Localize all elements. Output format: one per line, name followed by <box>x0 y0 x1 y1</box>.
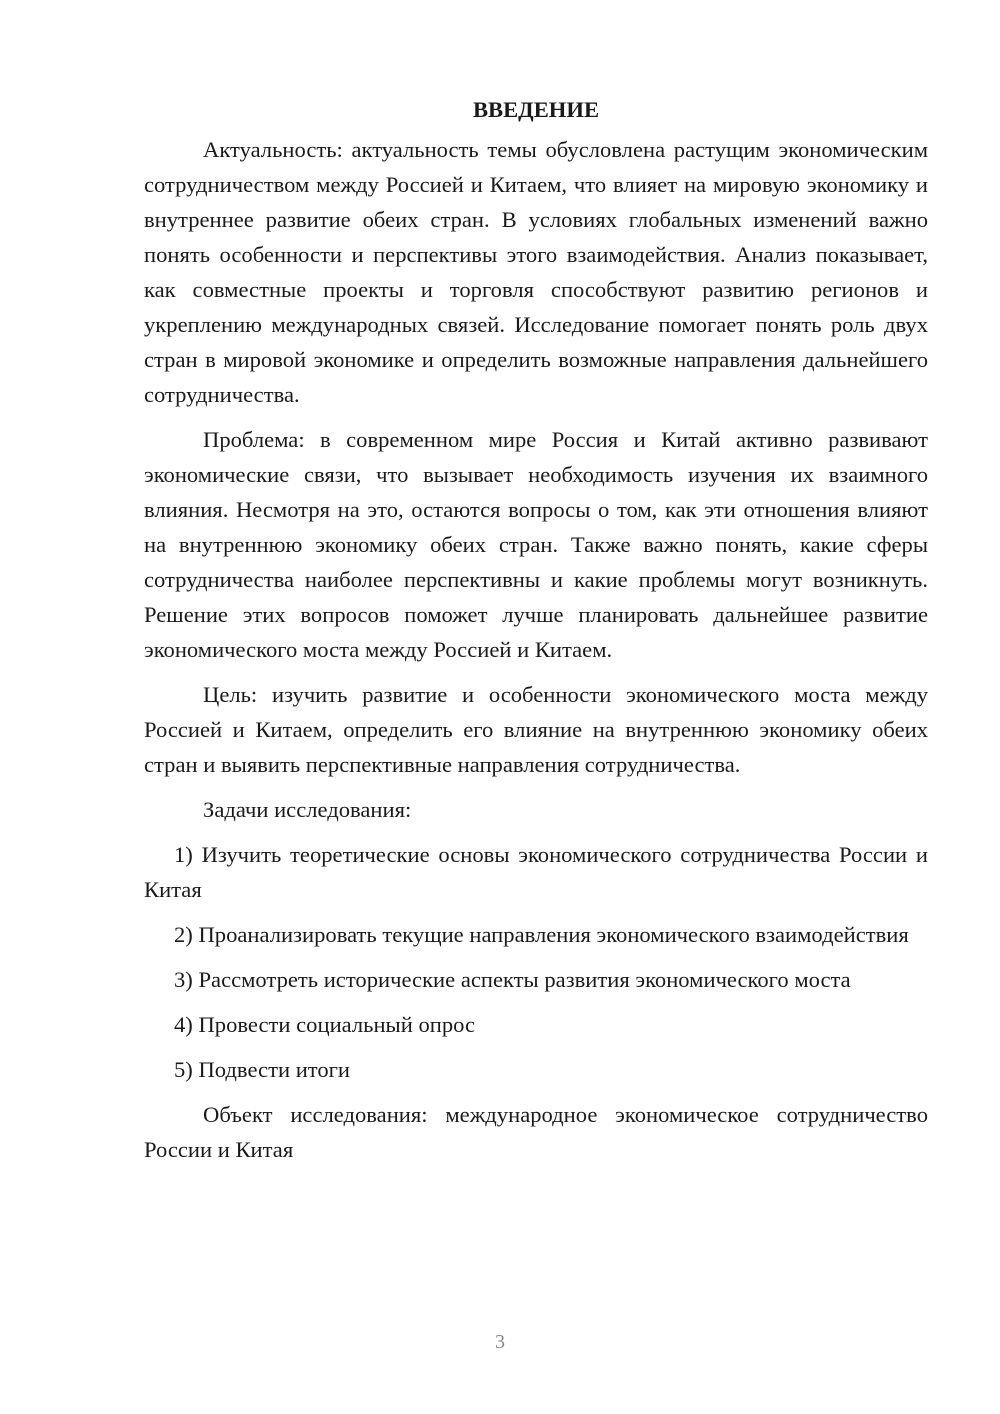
paragraph-relevance: Актуальность: актуальность темы обусловлена растущим экономическим сотрудничеством между Россией и Китаем, что влияет на мировую экономику и внутреннее развитие обеих стран. В условиях глобальных изменений важно понять особенности и перспективы этого взаимодействия. Анализ показывает, как совместные проекты и торговля способствуют развитию регионов и укреплению международных связей. Исследование помогает понять роль двух стран в мировой экономике и определить возможные направления дальнейшего сотрудничества. <box>144 137 928 407</box>
list-item: 1) Изучить теоретические основы экономического сотрудничества России и Китая <box>144 842 928 902</box>
list-item: 4) Провести социальный опрос <box>174 1012 476 1037</box>
page-number: 3 <box>495 1331 505 1353</box>
document-page <box>144 92 928 1177</box>
list-item: 5) Подвести итоги <box>174 1057 351 1082</box>
list-item: 3) Рассмотреть исторические аспекты развития экономического моста <box>174 967 851 992</box>
paragraph-object: Объект исследования: международное экономическое сотрудничество России и Китая <box>144 1102 928 1162</box>
list-item: 2) Проанализировать текущие направления экономического взаимодействия <box>174 922 909 947</box>
page-title: ВВЕДЕНИЕ <box>472 97 600 122</box>
paragraph-problem: Проблема: в современном мире Россия и Китай активно развивают экономические связи, что вызывает необходимость изучения их взаимного влияния. Несмотря на это, остаются вопросы о том, как эти отношения влияют на внутреннюю экономику обеих стран. Также важно понять, какие сферы сотрудничества наиболее перспективны и какие проблемы могут возникнуть. Решение этих вопросов поможет лучше планировать дальнейшее развитие экономического моста между Россией и Китаем. <box>144 427 928 662</box>
paragraph-goal: Цель: изучить развитие и особенности экономического моста между Россией и Китаем, определить его влияние на внутреннюю экономику обеих стран и выявить перспективные направления сотрудничества. <box>144 682 928 777</box>
tasks-title: Задачи исследования: <box>203 797 412 822</box>
